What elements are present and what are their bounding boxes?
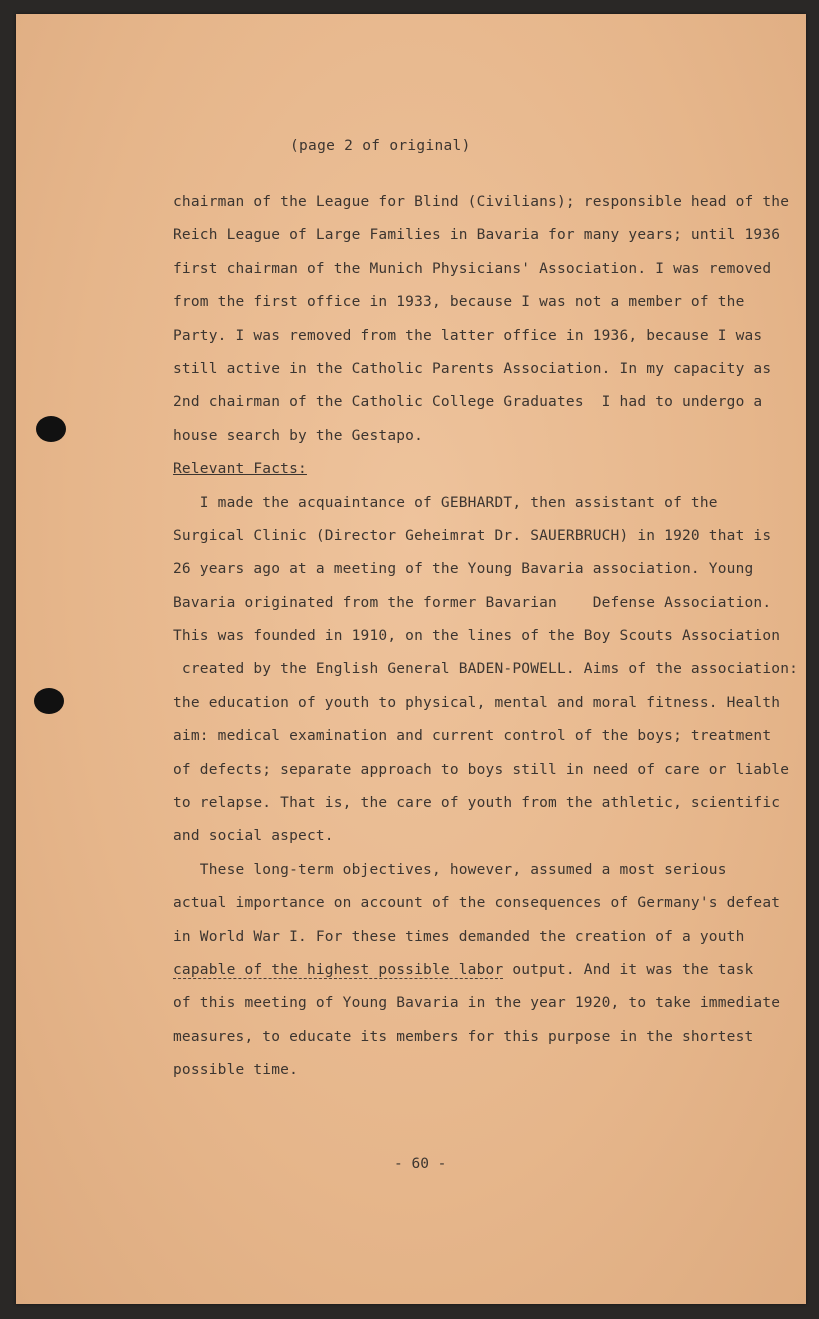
page-number: - 60 -: [394, 1156, 447, 1172]
text-line: in World War I. For these times demanded the creation of a youth: [173, 928, 745, 945]
text-line: Bavaria originated from the former Bavarian Defense Association.: [173, 594, 772, 611]
text-line: 26 years ago at a meeting of the Young Bavaria association. Young: [173, 561, 754, 578]
text-line: aim: medical examination and current control of the boys; treatment: [173, 728, 772, 745]
punch-hole-bottom: [34, 688, 64, 714]
body-text: [173, 186, 799, 1088]
text-line: actual importance on account of the consequences of Germany's defeat: [173, 895, 781, 912]
text-line: the education of youth to physical, mental and moral fitness. Health: [173, 694, 781, 711]
text-line: measures, to educate its members for this purpose in the shortest: [173, 1028, 754, 1045]
text-line-underlined: [173, 954, 763, 987]
text-line: chairman of the League for Blind (Civilians); responsible head of the: [173, 194, 790, 210]
text-line: created by the English General BADEN-POWELL. Aims of the association:: [173, 661, 799, 678]
text-line: of defects; separate approach to boys still in need of care or liable: [173, 761, 790, 778]
text-line: first chairman of the Munich Physicians' Association. I was removed: [173, 260, 772, 277]
text-line: still active in the Catholic Parents Association. In my capacity as: [173, 360, 772, 377]
text-line: of this meeting of Young Bavaria in the year 1920, to take immediate: [173, 995, 781, 1012]
section-heading: Relevant Facts:: [173, 461, 307, 478]
underlined-phrase: capable of the highest possible labor: [173, 961, 504, 978]
text-line: possible time.: [173, 1062, 299, 1079]
text-line: I made the acquaintance of GEBHARDT, then assistant of the: [173, 494, 718, 511]
text-line: 2nd chairman of the Catholic College Graduates I had to undergo a: [173, 394, 763, 411]
section-heading-line: [173, 453, 763, 486]
text-fragment: output. And it was the task: [503, 961, 754, 978]
text-line: These long-term objectives, however, assumed a most serious: [173, 861, 727, 878]
text-line: Party. I was removed from the latter office in 1936, because I was: [173, 327, 763, 344]
text-line: This was founded in 1910, on the lines of the Boy Scouts Association: [173, 628, 781, 645]
text-line: Surgical Clinic (Director Geheimrat Dr. SAUERBRUCH) in 1920 that is: [173, 527, 772, 544]
text-line: Reich League of Large Families in Bavaria for many years; until 1936: [173, 227, 781, 244]
page-header: (page 2 of original): [290, 138, 471, 154]
text-line: house search by the Gestapo.: [173, 427, 424, 444]
text-line: to relapse. That is, the care of youth from the athletic, scientific: [173, 795, 781, 812]
text-line: and social aspect.: [173, 828, 334, 845]
document-page: [16, 14, 806, 1304]
punch-hole-top: [36, 416, 66, 442]
text-line: from the first office in 1933, because I was not a member of the: [173, 294, 745, 311]
